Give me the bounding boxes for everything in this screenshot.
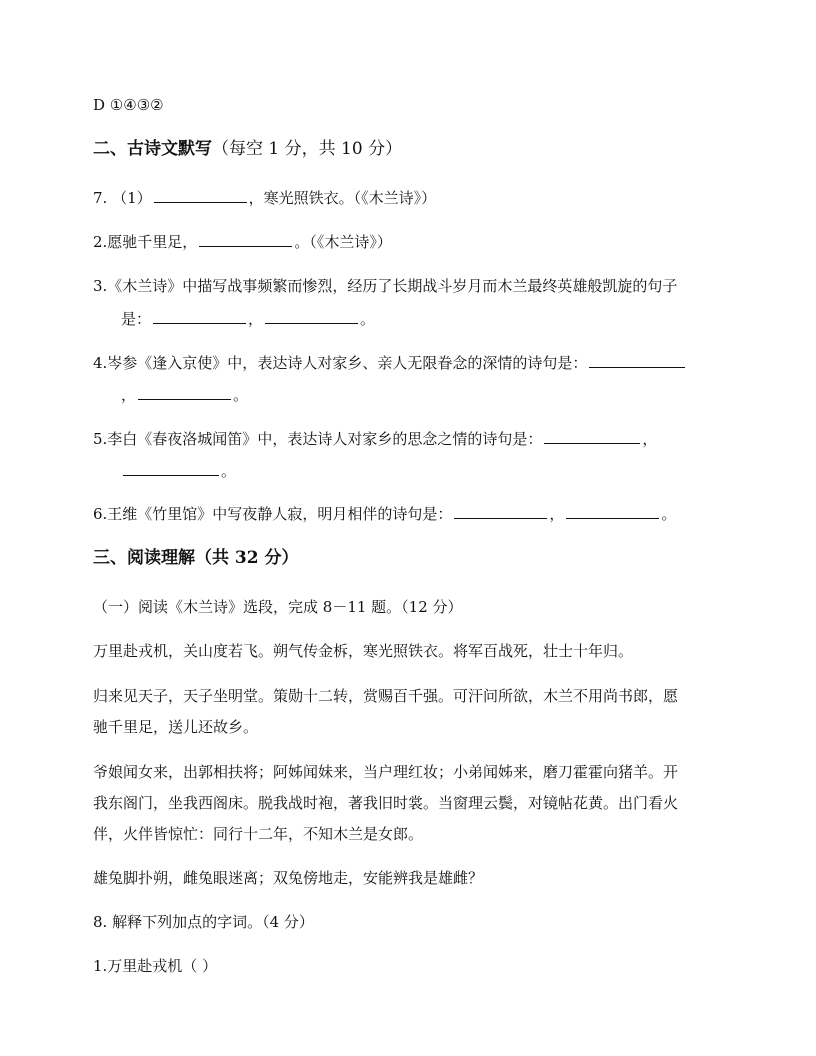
answer-blank[interactable] (265, 308, 358, 324)
section-3-title: 三、阅读理解 (93, 548, 195, 568)
answer-blank[interactable] (154, 187, 247, 203)
question-2-prefix: 2.愿驰千里足， (93, 233, 198, 251)
question-4-line-1 (93, 352, 816, 373)
question-7 (93, 187, 816, 208)
question-6 (93, 503, 816, 524)
question-2 (93, 231, 816, 252)
question-5-line-2 (121, 460, 816, 481)
question-6-text: 6.王维《竹里馆》中写夜静人寂，明月相伴的诗句是： (93, 505, 453, 523)
question-4-text: 4.岑参《逢入京使》中，表达诗人对家乡、亲人无限眷念的深情的诗句是： (93, 354, 588, 372)
answer-blank[interactable] (199, 231, 292, 247)
question-2-suffix: 。（《木兰诗》） (294, 233, 392, 251)
answer-blank[interactable] (589, 352, 685, 368)
passage-paragraph-4: 雄兔脚扑朔，雌兔眼迷离；双兔傍地走，安能辨我是雄雌？ (93, 869, 484, 887)
question-4-line-2 (121, 384, 816, 405)
question-8: 8. 解释下列加点的字词。（4 分） (93, 913, 314, 931)
question-6-sep: ， (549, 505, 565, 523)
question-4-sep: ， (121, 386, 137, 404)
answer-blank[interactable] (138, 384, 231, 400)
answer-blank[interactable] (454, 503, 547, 519)
option-d: D ①④③② (93, 96, 164, 114)
question-5-line-1 (93, 428, 816, 449)
section-2-heading (93, 138, 816, 160)
question-4-end: 。 (233, 386, 249, 404)
answer-blank[interactable] (153, 308, 246, 324)
question-5-text: 5.李白《春夜洛城闻笛》中，表达诗人对家乡的思念之情的诗句是： (93, 430, 543, 448)
passage-paragraph-1: 万里赴戎机，关山度若飞。朔气传金柝，寒光照铁衣。将军百战死，壮士十年归。 (93, 642, 634, 660)
section-2-title: 二、古诗文默写 (93, 139, 212, 159)
question-7-suffix: ，寒光照铁衣。（《木兰诗》） (248, 189, 437, 207)
passage-paragraph-3-line-1: 爷娘闻女来，出郭相扶将；阿姊闻妹来，当户理红妆；小弟闻姊来，磨刀霍霍向猪羊。开 (93, 763, 679, 781)
passage-paragraph-3-line-2: 我东阁门，坐我西阁床。脱我战时袍，著我旧时裳。当窗理云鬓，对镜帖花黄。出门看火 (93, 794, 679, 812)
question-6-end: 。 (661, 505, 677, 523)
answer-blank[interactable] (544, 428, 640, 444)
question-3-line-2 (121, 308, 816, 329)
answer-blank[interactable] (123, 460, 219, 476)
question-3-end: 。 (360, 310, 376, 328)
passage-paragraph-2-line-1: 归来见天子，天子坐明堂。策勋十二转，赏赐百千强。可汗问所欲，木兰不用尚书郎，愿 (93, 687, 679, 705)
question-3-line-1: 3.《木兰诗》中描写战事频繁而惨烈，经历了长期战斗岁月而木兰最终英雄般凯旋的句子 (93, 277, 678, 295)
section-3-heading (93, 547, 816, 569)
section-2-score-note: （每空 1 分，共 10 分） (212, 139, 403, 159)
question-5-sep: ， (642, 430, 658, 448)
passage-paragraph-3-line-3: 伴，火伴皆惊忙：同行十二年，不知木兰是女郎。 (93, 825, 424, 843)
question-7-prefix: 7. （1） (93, 189, 152, 207)
passage-paragraph-2-line-2: 驰千里足，送儿还故乡。 (93, 718, 259, 736)
section-3-score-note: （共 32 分） (195, 548, 299, 568)
reading-1-intro: （一）阅读《木兰诗》选段，完成 8－11 题。（12 分） (93, 598, 463, 616)
answer-blank[interactable] (566, 503, 659, 519)
question-3-sep: ， (248, 310, 264, 328)
question-8-item-1: 1.万里赴戎机（ ） (93, 957, 218, 975)
question-5-end: 。 (221, 462, 237, 480)
question-3-answer-prefix: 是： (121, 310, 152, 328)
